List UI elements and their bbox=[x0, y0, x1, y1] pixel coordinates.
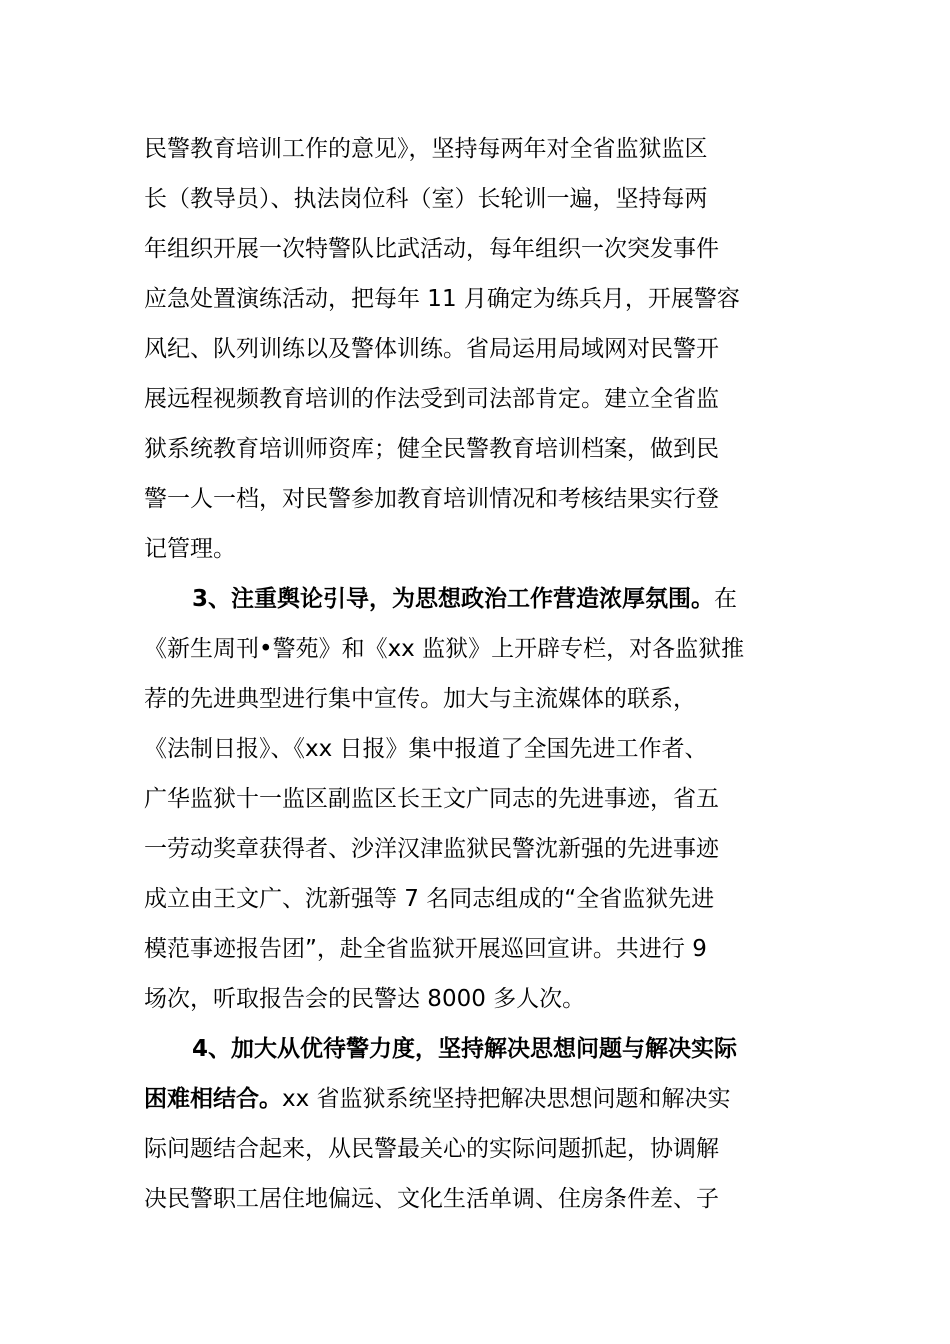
body-text: 成立由王文广、沈新强等 7 名同志组成的“全省监狱先进 bbox=[144, 886, 715, 912]
body-text: 荐的先进典型进行集中宣传。加大与主流媒体的联系， bbox=[144, 686, 696, 712]
text-line bbox=[144, 274, 808, 324]
text-line bbox=[144, 124, 808, 174]
body-text: 《法制日报》、《xx 日报》集中报道了全国先进工作者、 bbox=[144, 736, 708, 762]
text-line bbox=[144, 574, 808, 624]
text-line bbox=[144, 924, 808, 974]
bold-heading-text: 3、注重舆论引导，为思想政治工作营造浓厚氛围。 bbox=[192, 586, 715, 612]
bold-heading-text: 困难相结合。 bbox=[144, 1086, 282, 1112]
body-text: 记管理。 bbox=[144, 536, 236, 562]
document-body-text bbox=[144, 124, 808, 1224]
bold-heading-text: 4、加大从优待警力度，坚持解决思想问题与解决实际 bbox=[192, 1036, 738, 1062]
text-line bbox=[144, 974, 808, 1024]
text-line bbox=[144, 224, 808, 274]
body-text: 广华监狱十一监区副监区长王文广同志的先进事迹，省五 bbox=[144, 786, 719, 812]
body-text: 应急处置演练活动，把每年 11 月确定为练兵月，开展警容 bbox=[144, 286, 740, 312]
text-line bbox=[144, 424, 808, 474]
body-text: 一劳动奖章获得者、沙洋汉津监狱民警沈新强的先进事迹 bbox=[144, 836, 719, 862]
body-text: 长（教导员）、执法岗位科（室）长轮训一遍，坚持每两 bbox=[144, 186, 708, 212]
text-line bbox=[144, 674, 808, 724]
text-line bbox=[144, 1124, 808, 1174]
text-line bbox=[144, 724, 808, 774]
text-line bbox=[144, 774, 808, 824]
text-line bbox=[144, 174, 808, 224]
text-line bbox=[144, 474, 808, 524]
text-line bbox=[144, 624, 808, 674]
text-line bbox=[144, 1024, 808, 1074]
body-text: 模范事迹报告团”，赴全省监狱开展巡回宣讲。共进行 9 bbox=[144, 936, 707, 962]
text-line bbox=[144, 1174, 808, 1224]
body-text: 展远程视频教育培训的作法受到司法部肯定。建立全省监 bbox=[144, 386, 719, 412]
text-line bbox=[144, 874, 808, 924]
body-text: 在 bbox=[714, 586, 738, 612]
text-line bbox=[144, 524, 808, 574]
text-line bbox=[144, 824, 808, 874]
body-text: 民警教育培训工作的意见》，坚持每两年对全省监狱监区 bbox=[144, 136, 708, 162]
text-line bbox=[144, 324, 808, 374]
body-text: 《新生周刊•警苑》和《xx 监狱》上开辟专栏，对各监狱推 bbox=[144, 636, 745, 662]
body-text: 决民警职工居住地偏远、文化生活单调、住房条件差、子 bbox=[144, 1186, 719, 1212]
body-text: 年组织开展一次特警队比武活动，每年组织一次突发事件 bbox=[144, 236, 719, 262]
body-text: xx 省监狱系统坚持把解决思想问题和解决实 bbox=[282, 1086, 731, 1112]
body-text: 场次，听取报告会的民警达 8000 多人次。 bbox=[144, 986, 586, 1012]
body-text: 狱系统教育培训师资库；健全民警教育培训档案，做到民 bbox=[144, 436, 719, 462]
text-line bbox=[144, 374, 808, 424]
body-text: 风纪、队列训练以及警体训练。省局运用局域网对民警开 bbox=[144, 336, 719, 362]
body-text: 警一人一档，对民警参加教育培训情况和考核结果实行登 bbox=[144, 486, 719, 512]
text-line bbox=[144, 1074, 808, 1124]
body-text: 际问题结合起来，从民警最关心的实际问题抓起，协调解 bbox=[144, 1136, 719, 1162]
